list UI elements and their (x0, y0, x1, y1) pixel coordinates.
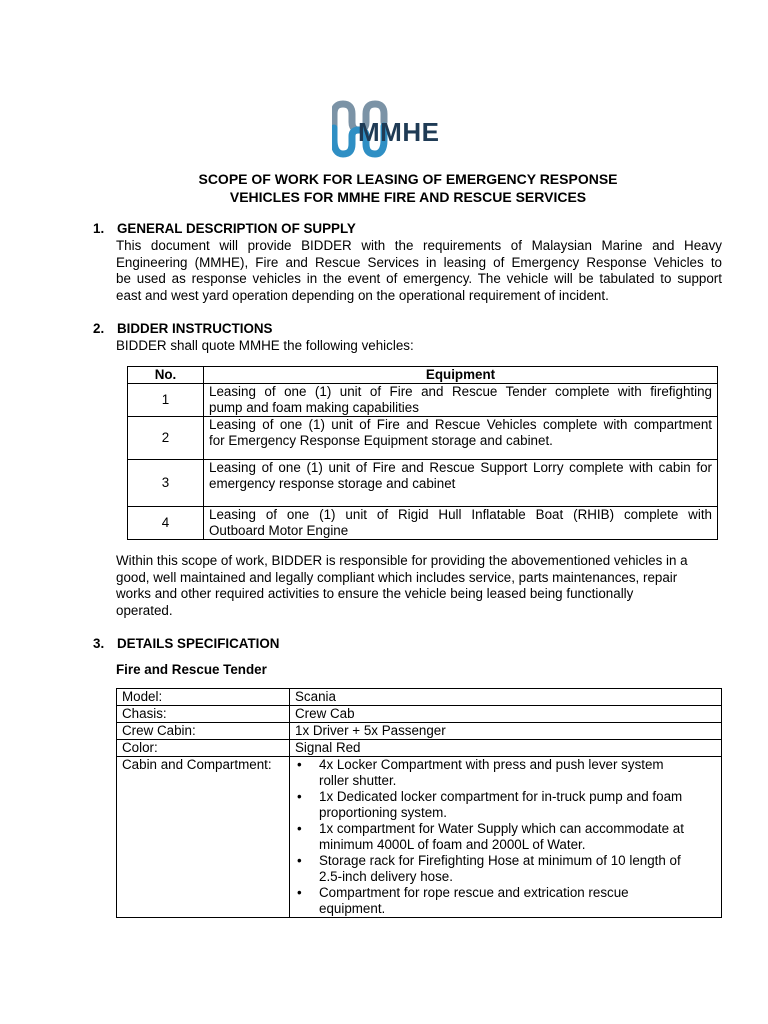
compartment-list (295, 757, 716, 917)
list-item (295, 789, 716, 821)
item-line: 1x compartment for Water Supply which can accommodate at (319, 821, 684, 836)
table-row (128, 507, 718, 540)
body-line: Within this scope of work, BIDDER is responsible for providing the abovementioned vehicles in a (116, 553, 688, 568)
row-number: 2 (128, 417, 204, 460)
item-line: Storage rack for Firefighting Hose at minimum of 10 length of (319, 853, 681, 868)
equipment-table (127, 366, 718, 540)
section-number: 3. (93, 636, 105, 651)
item-line: 2.5-inch delivery hose. (319, 869, 453, 884)
section-2-intro: BIDDER shall quote MMHE the following vehicles: (116, 338, 414, 353)
spec-value: 1x Driver + 5x Passenger (290, 723, 722, 740)
equipment-line: Leasing of one (1) unit of Rigid Hull Inflatable Boat (RHIB) complete with (209, 507, 712, 522)
list-item (295, 853, 716, 885)
item-line: minimum 4000L of foam and 2000L of Water. (319, 837, 586, 852)
logo-text: MMHE (358, 117, 440, 147)
table-row (128, 384, 718, 417)
title-line-2: VEHICLES FOR MMHE FIRE AND RESCUE SERVICES (229, 188, 587, 205)
equipment-line: Outboard Motor Engine (209, 523, 349, 538)
bullet-icon: • (297, 821, 302, 836)
section-2-heading (93, 321, 272, 338)
body-line: good, well maintained and legally compliant which includes service, parts maintenances, repair (116, 569, 678, 585)
row-number: 3 (128, 460, 204, 507)
item-line: equipment. (319, 901, 386, 916)
item-line: 1x Dedicated locker compartment for in-truck pump and foam (319, 789, 683, 804)
section-title: BIDDER INSTRUCTIONS (117, 321, 273, 336)
item-line: proportioning system. (319, 805, 448, 820)
body-line: be used as response vehicles in the event of emergency. The vehicle will be tabulated to support (116, 271, 722, 286)
item-line: roller shutter. (319, 773, 397, 788)
row-equipment (204, 460, 718, 507)
spec-label: Color: (117, 740, 290, 757)
table-row (128, 417, 718, 460)
document-title (100, 171, 716, 206)
bullet-icon: • (297, 757, 302, 772)
equipment-line: for Emergency Response Equipment storage and cabinet. (209, 433, 553, 448)
spec-row (117, 757, 722, 918)
section-3-heading (93, 636, 279, 653)
bullet-icon: • (297, 885, 302, 900)
list-item (295, 821, 716, 853)
spec-label: Chasis: (117, 706, 290, 723)
spec-value: Crew Cab (290, 706, 722, 723)
spec-row (117, 689, 722, 706)
specification-table (116, 688, 722, 918)
row-equipment (204, 507, 718, 540)
row-number: 4 (128, 507, 204, 540)
section-title: DETAILS SPECIFICATION (117, 636, 280, 651)
list-item (295, 757, 716, 789)
item-line: Compartment for rope rescue and extrication rescue (319, 885, 629, 900)
row-equipment (204, 417, 718, 460)
equipment-line: pump and foam making capabilities (209, 400, 419, 415)
section-number: 2. (93, 321, 105, 336)
spec-row (117, 723, 722, 740)
spec-label: Crew Cabin: (117, 723, 290, 740)
body-line: This document will provide BIDDER with the requirements of Malaysian Marine and Heavy (116, 238, 722, 253)
section-1-heading (93, 221, 356, 238)
row-number: 1 (128, 384, 204, 417)
spec-value: Signal Red (290, 740, 722, 757)
title-line-1: SCOPE OF WORK FOR LEASING OF EMERGENCY RESPONSE (198, 171, 618, 187)
equipment-line: Leasing of one (1) unit of Fire and Rescue Support Lorry complete with cabin for (209, 460, 712, 475)
item-line: 4x Locker Compartment with press and push lever system (319, 757, 664, 772)
table-row (128, 460, 718, 507)
table-header-row (128, 367, 718, 384)
spec-label: Cabin and Compartment: (117, 757, 290, 918)
body-line: operated. (116, 602, 173, 618)
spec-row (117, 740, 722, 757)
spec-label: Model: (117, 689, 290, 706)
body-line: Engineering (MMHE), Fire and Rescue Services in leasing of Emergency Response Vehicles to (116, 254, 722, 270)
section-number: 1. (93, 221, 105, 236)
header-no: No. (128, 367, 204, 384)
equipment-line: emergency response storage and cabinet (209, 476, 456, 491)
spec-value: Scania (290, 689, 722, 706)
body-line: east and west yard operation depending on the operational requirement of incident. (116, 287, 609, 303)
section-title: GENERAL DESCRIPTION OF SUPPLY (117, 221, 356, 236)
spec-row (117, 706, 722, 723)
bullet-icon: • (297, 853, 302, 868)
spec-value (290, 757, 722, 918)
header-equipment: Equipment (204, 367, 718, 384)
section-2-body (116, 553, 722, 619)
equipment-line: Leasing of one (1) unit of Fire and Rescue Vehicles complete with compartment (209, 417, 712, 432)
section-1-body (116, 238, 722, 304)
equipment-line: Leasing of one (1) unit of Fire and Rescue Tender complete with firefighting (209, 384, 712, 399)
subsection-heading: Fire and Rescue Tender (116, 662, 267, 677)
bullet-icon: • (297, 789, 302, 804)
list-item (295, 885, 716, 917)
row-equipment (204, 384, 718, 417)
body-line: works and other required activities to ensure the vehicle being leased being functionally (116, 586, 634, 601)
